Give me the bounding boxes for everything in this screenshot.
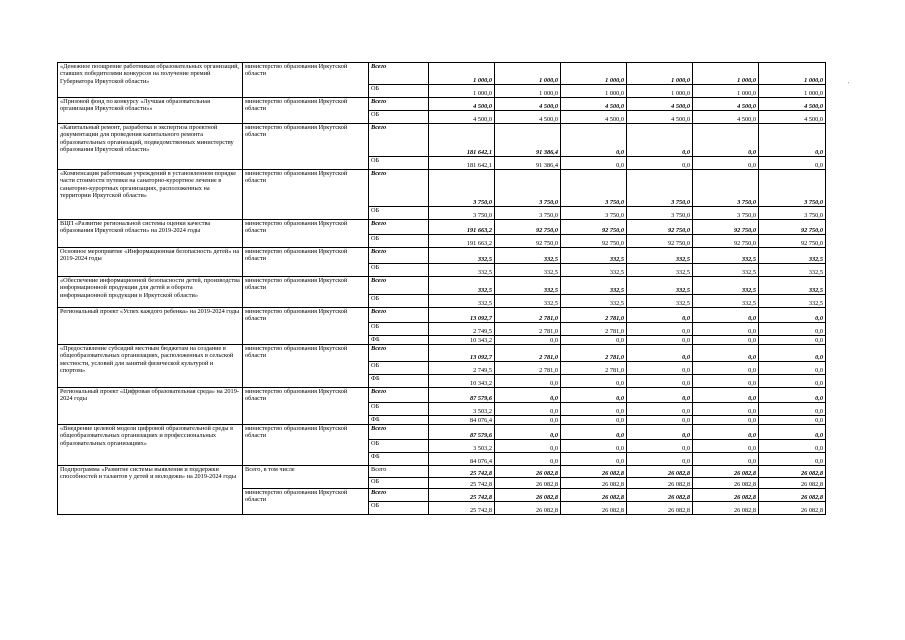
amount-cell: 0,0	[759, 425, 826, 440]
amount-cell: 26 082,8	[759, 466, 826, 478]
amount-cell: 332,5	[429, 248, 495, 264]
amount-cell: 0,0	[627, 345, 693, 362]
amount-cell: 2 749,5	[429, 362, 495, 375]
amount-cell: 3 750,0	[561, 170, 627, 207]
amount-cell: 1 000,0	[495, 63, 561, 85]
amount-cell: 332,5	[693, 277, 759, 295]
amount-cell: 92 750,0	[627, 235, 693, 248]
executor-cell: министерство образования Иркутской области	[243, 388, 369, 425]
amount-cell: 26 082,8	[561, 489, 627, 502]
funding-source-cell: Всего	[369, 425, 429, 440]
amount-cell: 87 579,6	[429, 388, 495, 403]
amount-cell: 26 082,8	[627, 466, 693, 478]
amount-cell: 2 781,0	[561, 362, 627, 375]
amount-cell: 0,0	[759, 453, 826, 466]
amount-cell: 92 750,0	[759, 235, 826, 248]
amount-cell: 3 750,0	[429, 170, 495, 207]
amount-cell: 332,5	[495, 295, 561, 308]
funding-source-cell: ФБ	[369, 336, 429, 345]
activity-name-cell: ВЦП «Развитие региональной системы оценки качества образования Иркутской области» на 2019-2024 годы	[58, 220, 243, 248]
amount-cell: 0,0	[693, 388, 759, 403]
amount-cell: 0,0	[561, 440, 627, 453]
amount-cell: 0,0	[627, 362, 693, 375]
amount-cell: 26 082,8	[627, 478, 693, 489]
amount-cell: 92 750,0	[561, 220, 627, 235]
funding-source-cell: Всего	[369, 124, 429, 157]
amount-cell: 332,5	[429, 295, 495, 308]
amount-cell: 26 082,8	[561, 466, 627, 478]
amount-cell: 2 781,0	[561, 308, 627, 323]
amount-cell: 26 082,8	[759, 502, 826, 515]
executor-total-cell: Всего, в том числе	[243, 466, 369, 489]
amount-cell: 0,0	[693, 323, 759, 336]
amount-cell: 181 642,1	[429, 124, 495, 157]
table-row	[58, 345, 826, 362]
table-row	[58, 308, 826, 323]
subprogram-name-cell: Подпрограмма «Развитие системы выявления и поддержки способностей и талантов у детей и молодежи» на 2019-2024 годы	[58, 466, 243, 515]
amount-cell: 0,0	[693, 403, 759, 416]
amount-cell: 332,5	[627, 264, 693, 277]
activity-name-cell: «Капитальный ремонт, разработка и экспертиза проектной документации для проведения капитального ремонта образовательных организаций, подведомственных министерству образования Иркутской области»	[58, 124, 243, 170]
amount-cell: 332,5	[627, 277, 693, 295]
amount-cell: 26 082,8	[561, 502, 627, 515]
executor-cell: министерство образования Иркутской области	[243, 98, 369, 124]
amount-cell: 0,0	[561, 157, 627, 170]
amount-cell: 10 343,2	[429, 336, 495, 345]
amount-cell: 3 750,0	[759, 170, 826, 207]
amount-cell: 3 750,0	[495, 170, 561, 207]
amount-cell: 332,5	[429, 264, 495, 277]
amount-cell: 0,0	[759, 124, 826, 157]
amount-cell: 3 750,0	[561, 207, 627, 220]
amount-cell: 0,0	[693, 375, 759, 388]
amount-cell: 332,5	[561, 264, 627, 277]
amount-cell: 25 742,8	[429, 466, 495, 478]
amount-cell: 26 082,8	[759, 489, 826, 502]
activity-name-cell: «Компенсация работникам учреждений в установленном порядке части стоимости путевки на санаторно-курортное лечение в санаторно-курортных организациях, расположенных на территории Иркутской области»	[58, 170, 243, 220]
activity-name-cell: «Обеспечение информационной безопасности детей, производства информационной продукции для детей и оборота информационной продукции в Иркутской области»	[58, 277, 243, 308]
budget-table-sheet	[57, 62, 825, 515]
amount-cell: 1 000,0	[693, 63, 759, 85]
amount-cell: 181 642,1	[429, 157, 495, 170]
amount-cell: 3 750,0	[693, 170, 759, 207]
amount-cell: 332,5	[627, 248, 693, 264]
amount-cell: 10 343,2	[429, 375, 495, 388]
amount-cell: 0,0	[759, 308, 826, 323]
executor-cell: министерство образования Иркутской области	[243, 220, 369, 248]
amount-cell: 0,0	[495, 375, 561, 388]
amount-cell: 92 750,0	[495, 235, 561, 248]
amount-cell: 1 000,0	[429, 85, 495, 98]
amount-cell: 92 750,0	[693, 220, 759, 235]
amount-cell: 1 000,0	[495, 85, 561, 98]
amount-cell: 91 386,4	[495, 124, 561, 157]
funding-source-cell: Всего	[369, 277, 429, 295]
amount-cell: 332,5	[627, 295, 693, 308]
amount-cell: 3 503,2	[429, 440, 495, 453]
amount-cell: 25 742,8	[429, 502, 495, 515]
side-mark: '	[848, 82, 850, 88]
amount-cell: 0,0	[759, 375, 826, 388]
amount-cell: 91 386,4	[495, 157, 561, 170]
amount-cell: 92 750,0	[759, 220, 826, 235]
amount-cell: 0,0	[627, 336, 693, 345]
funding-source-cell: ОБ	[369, 403, 429, 416]
amount-cell: 1 000,0	[759, 85, 826, 98]
amount-cell: 26 082,8	[693, 502, 759, 515]
amount-cell: 4 500,0	[693, 111, 759, 124]
funding-source-cell: ОБ	[369, 235, 429, 248]
amount-cell: 332,5	[759, 295, 826, 308]
funding-source-cell: Всего	[369, 388, 429, 403]
amount-cell: 191 663,2	[429, 220, 495, 235]
funding-source-cell: ОБ	[369, 295, 429, 308]
activity-name-cell: «Внедрение целевой модели цифровой образовательной среды в общеобразовательных организациях и профессиональных образовательных организациях»	[58, 425, 243, 466]
funding-source-cell: Всего	[369, 466, 429, 478]
amount-cell: 4 500,0	[429, 111, 495, 124]
executor-cell: министерство образования Иркутской области	[243, 308, 369, 345]
funding-source-cell: ФБ	[369, 375, 429, 388]
amount-cell: 4 500,0	[429, 98, 495, 111]
amount-cell: 26 082,8	[693, 478, 759, 489]
executor-cell: министерство образования Иркутской области	[243, 425, 369, 466]
amount-cell: 0,0	[693, 362, 759, 375]
funding-source-cell: ОБ	[369, 440, 429, 453]
amount-cell: 332,5	[759, 264, 826, 277]
amount-cell: 4 500,0	[495, 111, 561, 124]
activity-name-cell: «Денежное поощрение работникам образовательных организаций, ставших победителями конкурсов на получение премий Губернатора Иркутской области»	[58, 63, 243, 98]
amount-cell: 4 500,0	[561, 111, 627, 124]
amount-cell: 2 781,0	[495, 308, 561, 323]
amount-cell: 2 781,0	[495, 345, 561, 362]
amount-cell: 0,0	[693, 453, 759, 466]
amount-cell: 4 500,0	[693, 98, 759, 111]
amount-cell: 0,0	[561, 416, 627, 425]
amount-cell: 0,0	[627, 323, 693, 336]
amount-cell: 2 781,0	[561, 323, 627, 336]
amount-cell: 92 750,0	[693, 235, 759, 248]
amount-cell: 0,0	[693, 425, 759, 440]
amount-cell: 0,0	[627, 388, 693, 403]
amount-cell: 4 500,0	[495, 98, 561, 111]
amount-cell: 4 500,0	[561, 98, 627, 111]
funding-source-cell: Всего	[369, 98, 429, 111]
amount-cell: 0,0	[759, 403, 826, 416]
amount-cell: 332,5	[759, 248, 826, 264]
table-row	[58, 124, 826, 157]
executor-cell: министерство образования Иркутской области	[243, 248, 369, 277]
amount-cell: 0,0	[561, 336, 627, 345]
amount-cell: 0,0	[693, 345, 759, 362]
table-row	[58, 63, 826, 85]
amount-cell: 26 082,8	[561, 478, 627, 489]
amount-cell: 0,0	[627, 416, 693, 425]
amount-cell: 26 082,8	[495, 502, 561, 515]
amount-cell: 0,0	[693, 416, 759, 425]
amount-cell: 26 082,8	[693, 466, 759, 478]
table-row	[58, 466, 826, 478]
amount-cell: 0,0	[759, 157, 826, 170]
amount-cell: 332,5	[759, 277, 826, 295]
amount-cell: 3 750,0	[693, 207, 759, 220]
amount-cell: 92 750,0	[627, 220, 693, 235]
funding-source-cell: Всего	[369, 63, 429, 85]
amount-cell: 4 500,0	[627, 98, 693, 111]
funding-source-cell: ОБ	[369, 157, 429, 170]
amount-cell: 0,0	[693, 440, 759, 453]
amount-cell: 332,5	[693, 264, 759, 277]
amount-cell: 25 742,8	[429, 489, 495, 502]
amount-cell: 0,0	[693, 157, 759, 170]
funding-source-cell: Всего	[369, 345, 429, 362]
amount-cell: 1 000,0	[429, 63, 495, 85]
amount-cell: 3 750,0	[495, 207, 561, 220]
amount-cell: 0,0	[495, 416, 561, 425]
amount-cell: 2 781,0	[495, 323, 561, 336]
amount-cell: 0,0	[627, 440, 693, 453]
funding-source-cell: ОБ	[369, 362, 429, 375]
amount-cell: 0,0	[759, 362, 826, 375]
amount-cell: 26 082,8	[627, 489, 693, 502]
amount-cell: 0,0	[693, 124, 759, 157]
amount-cell: 0,0	[627, 157, 693, 170]
amount-cell: 4 500,0	[759, 111, 826, 124]
amount-cell: 0,0	[759, 345, 826, 362]
amount-cell: 0,0	[561, 388, 627, 403]
amount-cell: 332,5	[495, 248, 561, 264]
amount-cell: 0,0	[495, 403, 561, 416]
funding-source-cell: ОБ	[369, 85, 429, 98]
executor-cell: министерство образования Иркутской области	[243, 277, 369, 308]
table-row	[58, 425, 826, 440]
amount-cell: 3 750,0	[429, 207, 495, 220]
table-row	[58, 98, 826, 111]
amount-cell: 0,0	[627, 124, 693, 157]
funding-source-cell: ОБ	[369, 478, 429, 489]
amount-cell: 92 750,0	[495, 220, 561, 235]
amount-cell: 332,5	[693, 295, 759, 308]
amount-cell: 0,0	[495, 336, 561, 345]
table-row	[58, 220, 826, 235]
executor-cell: министерство образования Иркутской области	[243, 345, 369, 388]
amount-cell: 1 000,0	[561, 85, 627, 98]
amount-cell: 4 500,0	[627, 111, 693, 124]
executor-cell: министерство образования Иркутской области	[243, 170, 369, 220]
amount-cell: 0,0	[627, 308, 693, 323]
amount-cell: 13 092,7	[429, 308, 495, 323]
funding-source-cell: ОБ	[369, 502, 429, 515]
amount-cell: 0,0	[627, 453, 693, 466]
amount-cell: 26 082,8	[759, 478, 826, 489]
amount-cell: 3 750,0	[627, 170, 693, 207]
amount-cell: 0,0	[759, 416, 826, 425]
activity-name-cell: Региональный проект «Успех каждого ребенка» на 2019-2024 годы	[58, 308, 243, 345]
amount-cell: 0,0	[627, 403, 693, 416]
amount-cell: 0,0	[495, 453, 561, 466]
amount-cell: 84 076,4	[429, 416, 495, 425]
amount-cell: 25 742,8	[429, 478, 495, 489]
amount-cell: 26 082,8	[627, 502, 693, 515]
funding-source-cell: ОБ	[369, 264, 429, 277]
funding-source-cell: Всего	[369, 220, 429, 235]
table-row	[58, 248, 826, 264]
amount-cell: 0,0	[759, 388, 826, 403]
funding-source-cell: ФБ	[369, 416, 429, 425]
amount-cell: 332,5	[495, 277, 561, 295]
table-row	[58, 388, 826, 403]
activity-name-cell: Региональный проект «Цифровая образовательная среда» на 2019-2024 годы	[58, 388, 243, 425]
executor-cell: министерство образования Иркутской области	[243, 63, 369, 98]
amount-cell: 1 000,0	[627, 85, 693, 98]
amount-cell: 332,5	[429, 277, 495, 295]
amount-cell: 332,5	[693, 248, 759, 264]
funding-source-cell: Всего	[369, 248, 429, 264]
amount-cell: 26 082,8	[495, 489, 561, 502]
amount-cell: 0,0	[759, 336, 826, 345]
funding-source-cell: Всего	[369, 308, 429, 323]
activity-name-cell: «Призовой фонд по конкурсу «Лучшая образовательная организация Иркутской области»»	[58, 98, 243, 124]
amount-cell: 4 500,0	[759, 98, 826, 111]
amount-cell: 13 092,7	[429, 345, 495, 362]
amount-cell: 26 082,8	[495, 478, 561, 489]
funding-source-cell: ОБ	[369, 323, 429, 336]
funding-source-cell: Всего	[369, 489, 429, 502]
activity-name-cell: «Предоставление субсидий местным бюджетам на создание в общеобразовательных организациях, расположенных в сельской местности, условий для занятий физической культурой и спортом»	[58, 345, 243, 388]
amount-cell: 0,0	[561, 375, 627, 388]
funding-source-cell: ОБ	[369, 207, 429, 220]
funding-source-cell: ФБ	[369, 453, 429, 466]
amount-cell: 87 579,6	[429, 425, 495, 440]
amount-cell: 0,0	[561, 453, 627, 466]
table-row	[58, 170, 826, 207]
amount-cell: 3 503,2	[429, 403, 495, 416]
amount-cell: 1 000,0	[561, 63, 627, 85]
amount-cell: 0,0	[561, 124, 627, 157]
amount-cell: 1 000,0	[693, 85, 759, 98]
funding-source-cell: Всего	[369, 170, 429, 207]
amount-cell: 1 000,0	[759, 63, 826, 85]
amount-cell: 0,0	[693, 308, 759, 323]
amount-cell: 191 663,2	[429, 235, 495, 248]
amount-cell: 0,0	[759, 323, 826, 336]
amount-cell: 2 781,0	[561, 345, 627, 362]
amount-cell: 0,0	[693, 336, 759, 345]
amount-cell: 2 781,0	[495, 362, 561, 375]
amount-cell: 0,0	[759, 440, 826, 453]
amount-cell: 332,5	[561, 295, 627, 308]
table-row	[58, 277, 826, 295]
amount-cell: 0,0	[627, 375, 693, 388]
amount-cell: 2 749,5	[429, 323, 495, 336]
amount-cell: 0,0	[561, 403, 627, 416]
amount-cell: 0,0	[627, 425, 693, 440]
amount-cell: 0,0	[495, 425, 561, 440]
amount-cell: 26 082,8	[495, 466, 561, 478]
amount-cell: 332,5	[561, 248, 627, 264]
amount-cell: 0,0	[561, 425, 627, 440]
amount-cell: 1 000,0	[627, 63, 693, 85]
executor-cell: министерство образования Иркутской области	[243, 489, 369, 515]
amount-cell: 0,0	[495, 388, 561, 403]
activity-name-cell: Основное мероприятие «Информационная безопасность детей» на 2019-2024 годы	[58, 248, 243, 277]
amount-cell: 0,0	[495, 440, 561, 453]
amount-cell: 3 750,0	[759, 207, 826, 220]
amount-cell: 92 750,0	[561, 235, 627, 248]
amount-cell: 3 750,0	[627, 207, 693, 220]
amount-cell: 26 082,8	[693, 489, 759, 502]
funding-source-cell: ОБ	[369, 111, 429, 124]
budget-table	[57, 62, 826, 515]
amount-cell: 84 076,4	[429, 453, 495, 466]
executor-cell: министерство образования Иркутской области	[243, 124, 369, 170]
amount-cell: 332,5	[561, 277, 627, 295]
amount-cell: 332,5	[495, 264, 561, 277]
